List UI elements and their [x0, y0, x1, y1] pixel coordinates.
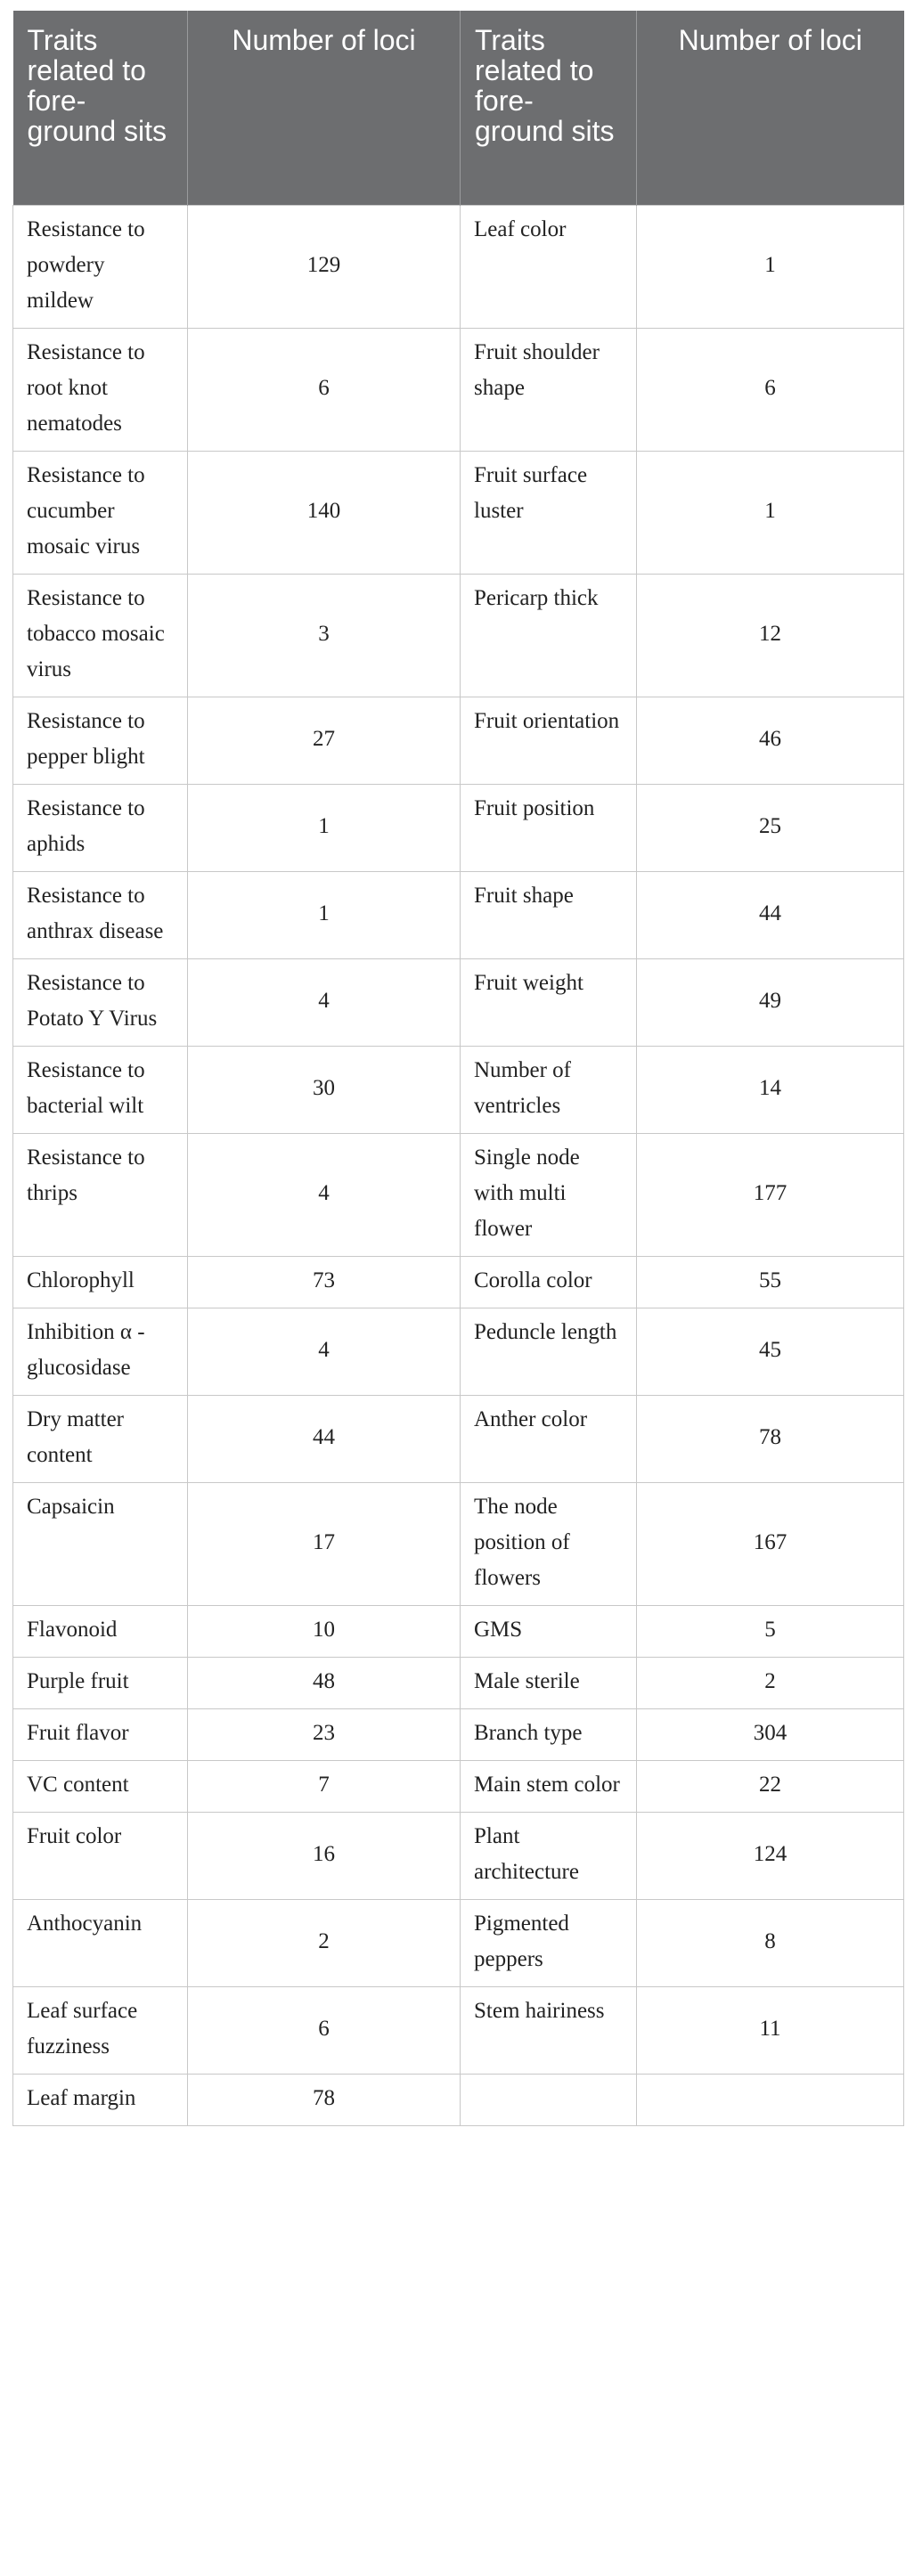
cell-trait-left: Leaf margin [13, 2074, 188, 2125]
table-row [13, 1256, 904, 1308]
cell-trait-right: Pericarp thick [461, 574, 637, 697]
table-header [13, 11, 904, 205]
cell-trait-left: Resistance to tobacco mosaic virus [13, 574, 188, 697]
table-row [13, 1133, 904, 1256]
cell-trait-left: Resistance to bacterial wilt [13, 1046, 188, 1133]
cell-loci-right: 78 [637, 1395, 904, 1482]
cell-trait-right: Plant architecture [461, 1812, 637, 1899]
cell-trait-left: Fruit color [13, 1812, 188, 1899]
cell-loci-right: 14 [637, 1046, 904, 1133]
cell-loci-left: 129 [188, 205, 461, 328]
cell-loci-right: 12 [637, 574, 904, 697]
cell-loci-right: 55 [637, 1256, 904, 1308]
cell-loci-left: 16 [188, 1812, 461, 1899]
cell-loci-right: 25 [637, 784, 904, 871]
table-row [13, 1395, 904, 1482]
cell-trait-left: Resistance to aphids [13, 784, 188, 871]
cell-trait-left: Dry matter content [13, 1395, 188, 1482]
cell-loci-left: 44 [188, 1395, 461, 1482]
cell-loci-right: 8 [637, 1899, 904, 1986]
cell-loci-right: 124 [637, 1812, 904, 1899]
header-trait-left: Traits related to fore-ground sits [13, 11, 188, 205]
header-trait-right: Traits related to fore-ground sits [461, 11, 637, 205]
cell-trait-right: The node position of flowers [461, 1482, 637, 1605]
cell-loci-right: 45 [637, 1308, 904, 1395]
table-row [13, 1605, 904, 1657]
cell-trait-left: Capsaicin [13, 1482, 188, 1605]
cell-loci-left: 23 [188, 1708, 461, 1760]
cell-trait-left: Flavonoid [13, 1605, 188, 1657]
cell-loci-left: 17 [188, 1482, 461, 1605]
cell-loci-right: 177 [637, 1133, 904, 1256]
loci-table [12, 11, 904, 2126]
cell-trait-right: Fruit surface luster [461, 451, 637, 574]
table-row [13, 205, 904, 328]
table-row [13, 1760, 904, 1812]
cell-loci-right: 46 [637, 697, 904, 784]
table-row [13, 871, 904, 958]
cell-loci-left: 30 [188, 1046, 461, 1133]
cell-trait-left: Resistance to cucumber mosaic virus [13, 451, 188, 574]
header-row [13, 11, 904, 205]
cell-trait-left: Resistance to anthrax disease [13, 871, 188, 958]
cell-loci-right: 1 [637, 451, 904, 574]
table-row [13, 1986, 904, 2074]
cell-loci-right: 5 [637, 1605, 904, 1657]
table-body [13, 205, 904, 2125]
cell-loci-right: 304 [637, 1708, 904, 1760]
cell-trait-left: Inhibition α - glucosidase [13, 1308, 188, 1395]
cell-loci-left: 2 [188, 1899, 461, 1986]
cell-trait-right: Peduncle length [461, 1308, 637, 1395]
cell-trait-right: Main stem color [461, 1760, 637, 1812]
table-row [13, 1812, 904, 1899]
cell-trait-right: GMS [461, 1605, 637, 1657]
table-row [13, 574, 904, 697]
cell-loci-left: 78 [188, 2074, 461, 2125]
cell-trait-right: Fruit position [461, 784, 637, 871]
cell-trait-right: Fruit shape [461, 871, 637, 958]
cell-trait-right: Male sterile [461, 1657, 637, 1708]
cell-loci-left: 140 [188, 451, 461, 574]
cell-loci-left: 1 [188, 784, 461, 871]
cell-trait-left: Resistance to Potato Y Virus [13, 958, 188, 1046]
cell-trait-right: Leaf color [461, 205, 637, 328]
cell-loci-right: 44 [637, 871, 904, 958]
cell-loci-right: 167 [637, 1482, 904, 1605]
table-row [13, 1899, 904, 1986]
cell-trait-left: Anthocyanin [13, 1899, 188, 1986]
cell-loci-left: 6 [188, 328, 461, 451]
cell-loci-left: 48 [188, 1657, 461, 1708]
table-row [13, 451, 904, 574]
cell-trait-left: Resistance to powdery mildew [13, 205, 188, 328]
cell-loci-right: 49 [637, 958, 904, 1046]
cell-trait-left: Fruit flavor [13, 1708, 188, 1760]
cell-trait-left: Resistance to thrips [13, 1133, 188, 1256]
cell-loci-left: 4 [188, 958, 461, 1046]
table-row [13, 784, 904, 871]
cell-loci-left: 1 [188, 871, 461, 958]
cell-trait-right: Anther color [461, 1395, 637, 1482]
cell-trait-left: Purple fruit [13, 1657, 188, 1708]
cell-trait-left: Resistance to root knot nematodes [13, 328, 188, 451]
cell-loci-left: 10 [188, 1605, 461, 1657]
cell-loci-left: 3 [188, 574, 461, 697]
cell-loci-right: 1 [637, 205, 904, 328]
cell-trait-right: Stem hairiness [461, 1986, 637, 2074]
table-row [13, 958, 904, 1046]
cell-loci-left: 7 [188, 1760, 461, 1812]
cell-loci-right: 6 [637, 328, 904, 451]
cell-trait-right: Fruit orientation [461, 697, 637, 784]
header-loci-left: Number of loci [188, 11, 461, 205]
cell-trait-right: Fruit weight [461, 958, 637, 1046]
table-row [13, 1708, 904, 1760]
table-row [13, 2074, 904, 2125]
cell-loci-left: 4 [188, 1133, 461, 1256]
table-row [13, 1657, 904, 1708]
cell-loci-right [637, 2074, 904, 2125]
cell-trait-right: Corolla color [461, 1256, 637, 1308]
cell-loci-left: 6 [188, 1986, 461, 2074]
header-loci-right: Number of loci [637, 11, 904, 205]
cell-loci-right: 11 [637, 1986, 904, 2074]
cell-trait-left: Resistance to pepper blight [13, 697, 188, 784]
table-row [13, 1308, 904, 1395]
cell-trait-left: Chlorophyll [13, 1256, 188, 1308]
cell-trait-left: Leaf surface fuzziness [13, 1986, 188, 2074]
cell-trait-right: Number of ventricles [461, 1046, 637, 1133]
cell-trait-right: Branch type [461, 1708, 637, 1760]
cell-trait-right: Single node with multi flower [461, 1133, 637, 1256]
cell-trait-right: Fruit shoulder shape [461, 328, 637, 451]
table-row [13, 1482, 904, 1605]
cell-loci-left: 4 [188, 1308, 461, 1395]
cell-loci-left: 27 [188, 697, 461, 784]
table-row [13, 328, 904, 451]
table-row [13, 1046, 904, 1133]
cell-loci-right: 22 [637, 1760, 904, 1812]
table-row [13, 697, 904, 784]
cell-loci-left: 73 [188, 1256, 461, 1308]
cell-trait-left: VC content [13, 1760, 188, 1812]
cell-trait-right [461, 2074, 637, 2125]
cell-trait-right: Pigmented peppers [461, 1899, 637, 1986]
cell-loci-right: 2 [637, 1657, 904, 1708]
